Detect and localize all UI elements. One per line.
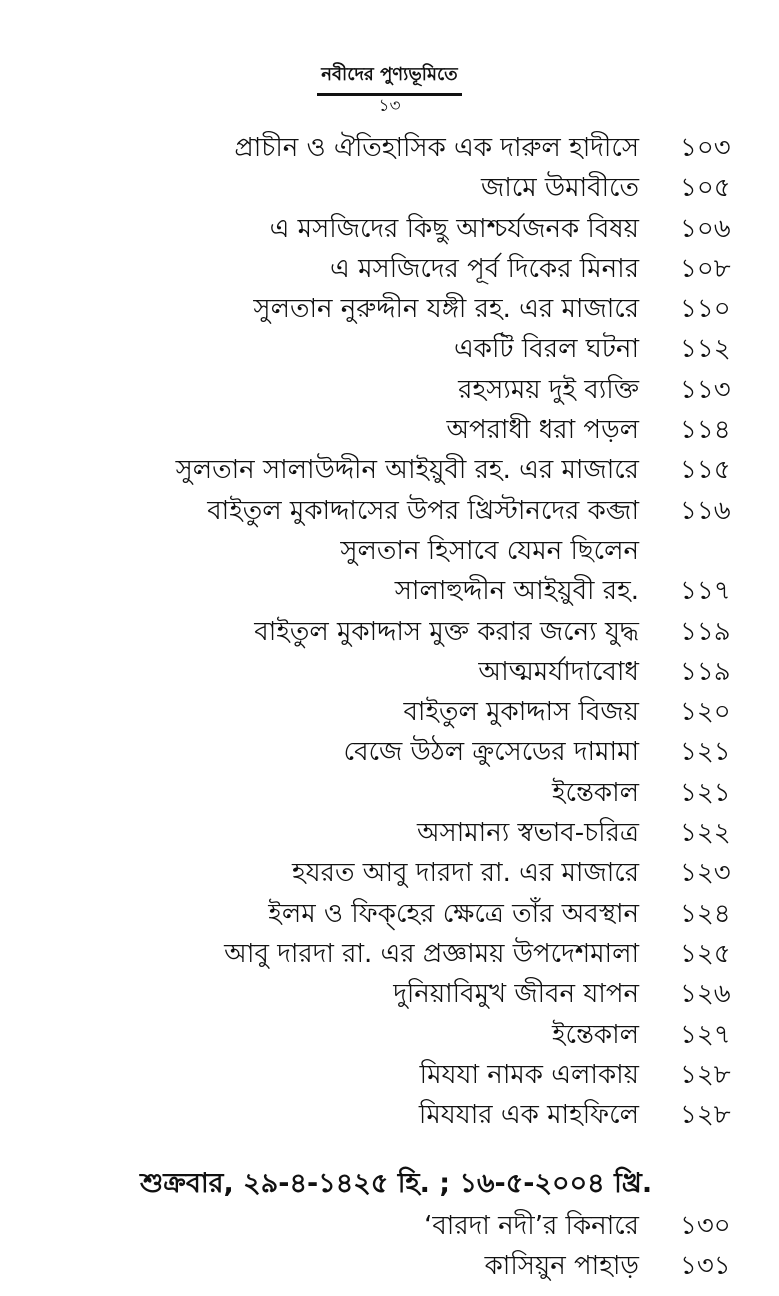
toc-entry-title: এ মসজিদের কিছু আশ্চর্যজনক বিষয়	[269, 213, 639, 244]
toc-entry-page: ১১৯	[680, 656, 731, 687]
toc-entry	[0, 692, 779, 732]
toc-entry-page: ১২১	[680, 777, 731, 808]
toc-entry	[0, 853, 779, 893]
toc-entry-title: বাইতুল মুকাদ্দাসের উপর খ্রিস্টানদের কব্জা	[207, 495, 639, 526]
toc-entry-page: ১১২	[680, 334, 731, 365]
toc-entry-title: বাইতুল মুকাদ্দাস বিজয়	[403, 697, 639, 728]
toc-entry	[0, 1095, 779, 1135]
toc-entry-page: ১২৩	[680, 858, 731, 889]
toc-entry-title: সুলতান সালাউদ্দীন আইয়ুবী রহ. এর মাজারে	[175, 455, 639, 486]
toc-entry-page: ১৩১	[680, 1251, 731, 1282]
toc-entry	[0, 894, 779, 934]
toc-entry-title: মিযযা নামক এলাকায়	[419, 1059, 639, 1090]
toc-entry	[0, 450, 779, 490]
toc-entry	[0, 168, 779, 208]
toc-entry-page: ১২১	[680, 737, 731, 768]
toc-entry-title: ‘বারদা নদী’র কিনারে	[424, 1211, 639, 1241]
toc-entry-title: প্রাচীন ও ঐতিহাসিক এক দারুল হাদীসে	[234, 133, 639, 163]
toc-entry-title: ইন্তেকাল	[552, 777, 639, 808]
toc-entry-page: ১১০	[680, 294, 731, 325]
toc-entry	[0, 612, 779, 652]
toc-entry	[0, 813, 779, 853]
section-heading: শুক্রবার, ২৯-৪-১৪২৫ হি. ; ১৬-৫-২০০৪ খ্রি.	[140, 1168, 653, 1199]
toc-entry	[0, 934, 779, 974]
toc-entry-title: সুলতান নুরুদ্দীন যঙ্গী রহ. এর মাজারে	[253, 294, 639, 325]
toc-entry-title: জামে উমাবীতে	[480, 173, 639, 204]
page-number: ১৩	[378, 96, 401, 116]
toc-entry	[0, 249, 779, 289]
toc-entry	[0, 410, 779, 450]
toc-entry	[0, 370, 779, 410]
toc-entry-title: একটি বিরল ঘটনা	[454, 334, 639, 365]
page-header	[0, 60, 779, 116]
toc-entry-title: বেজে উঠল ক্রুসেডের দামামা	[343, 737, 639, 768]
toc-entry	[0, 1206, 779, 1246]
toc-entry-page: ১০৫	[680, 173, 731, 204]
toc-list	[0, 128, 779, 1135]
toc-entry-title: বাইতুল মুকাদ্দাস মুক্ত করার জন্যে যুদ্ধ	[254, 616, 639, 647]
toc-entry-page: ১০৮	[680, 253, 731, 284]
toc-entry-page: ১২৬	[680, 979, 731, 1010]
toc-entry-title: ইলম ও ফিক্‌হের ক্ষেত্রে তাঁর অবস্থান	[268, 898, 639, 929]
toc-entry-page: ১১৪	[680, 415, 731, 446]
toc-entry	[0, 329, 779, 369]
toc-entry-title: আত্মমর্যাদাবোধ	[478, 656, 639, 687]
toc-entry	[0, 1015, 779, 1055]
toc-entry	[0, 732, 779, 772]
toc-entry-title: দুনিয়াবিমুখ জীবন যাপন	[393, 979, 639, 1010]
toc-entry-page: ১২৮	[680, 1059, 731, 1090]
toc-entry-page: ১১৩	[680, 374, 731, 405]
toc-entry	[0, 773, 779, 813]
toc-entry-page: ১১৫	[680, 455, 731, 486]
toc-entry	[0, 1055, 779, 1095]
toc-entry-page: ১১৬	[680, 495, 731, 526]
toc-entry-page: ১১৭	[680, 576, 731, 607]
running-title: নবীদের পুণ্যভূমিতে	[317, 60, 461, 96]
toc-entry-page: ১২২	[680, 818, 731, 849]
toc-entry	[0, 1246, 779, 1286]
toc-entry	[0, 571, 779, 611]
toc-entry-title: কাসিয়ুন পাহাড়	[484, 1251, 639, 1282]
toc-entry-title: সালাহুদ্দীন আইয়ুবী রহ.	[394, 576, 639, 607]
toc-entry-page: ১০৬	[680, 213, 731, 244]
toc-entry	[0, 491, 779, 531]
toc-entry-page: ১১৯	[680, 616, 731, 647]
toc-list-section	[0, 1206, 779, 1287]
toc-entry-title: হযরত আবু দারদা রা. এর মাজারে	[292, 858, 639, 889]
toc-entry-title: আবু দারদা রা. এর প্রজ্ঞাময় উপদেশমালা	[224, 938, 639, 969]
toc-entry-title: মিযযার এক মাহফিলে	[418, 1100, 639, 1131]
toc-entry-title: রহস্যময় দুই ব্যক্তি	[458, 374, 639, 405]
toc-entry	[0, 652, 779, 692]
toc-entry	[0, 974, 779, 1014]
toc-entry	[0, 209, 779, 249]
toc-entry	[0, 531, 779, 571]
toc-entry-title: ইন্তেকাল	[552, 1019, 639, 1050]
toc-entry	[0, 289, 779, 329]
toc-entry-title: অপরাধী ধরা পড়ল	[446, 415, 639, 446]
toc-entry	[0, 128, 779, 168]
toc-entry-page: ১৩০	[680, 1211, 731, 1241]
toc-entry-page: ১২৪	[680, 898, 731, 929]
toc-entry-page: ১২৮	[680, 1100, 731, 1131]
toc-entry-title: সুলতান হিসাবে যেমন ছিলেন	[340, 535, 639, 566]
toc-entry-page: ১২৭	[680, 1019, 731, 1050]
toc-entry-title: অসামান্য স্বভাব-চরিত্র	[417, 818, 639, 849]
toc-entry-page: ১২০	[680, 697, 731, 728]
toc-entry-page: ১২৫	[680, 938, 731, 969]
toc-entry-page: ১০৩	[680, 133, 731, 163]
toc-entry-title: এ মসজিদের পূর্ব দিকের মিনার	[330, 253, 639, 284]
